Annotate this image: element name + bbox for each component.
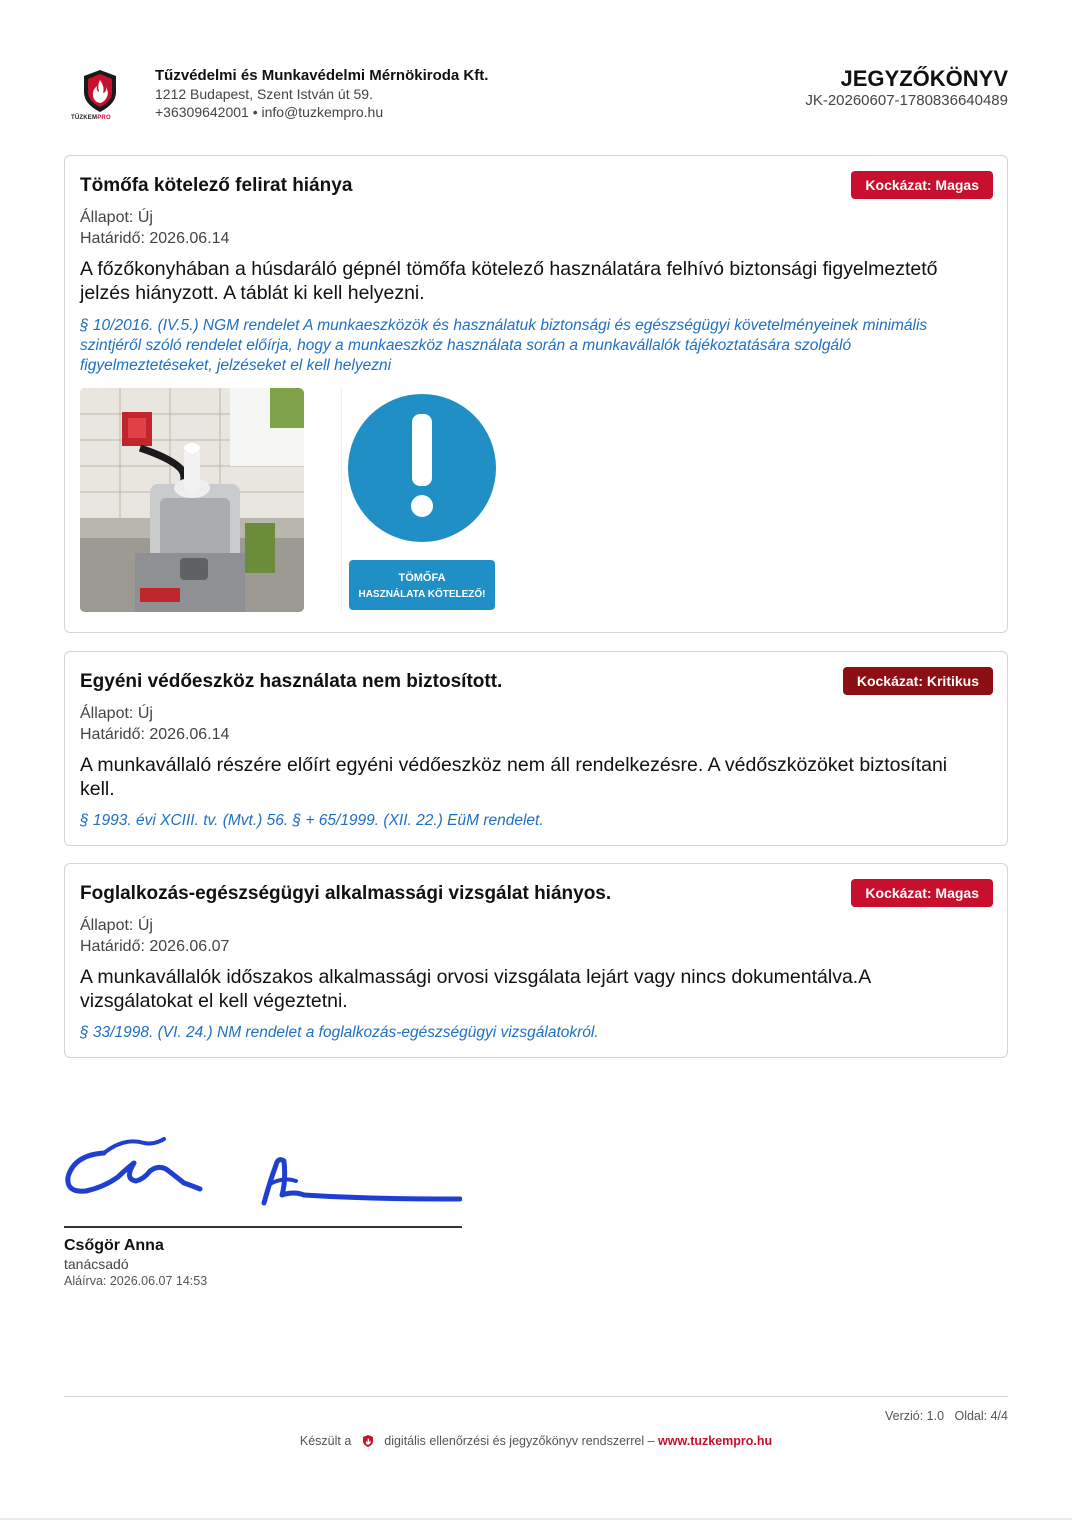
finding-legal-reference: § 33/1998. (VI. 24.) NM rendelet a foglalkozás-egészségügyi vizsgálatokról.: [80, 1024, 599, 1041]
signer-name: Csőgör Anna: [64, 1237, 164, 1254]
company-info: [155, 66, 488, 121]
signer-role: tanácsadó: [64, 1256, 129, 1272]
footer-made-prefix: Készült a: [299, 1434, 352, 1448]
document-title: JEGYZŐKÖNYV: [840, 66, 1008, 91]
signed-date: Aláírva: 2026.06.07 14:53: [64, 1274, 208, 1288]
company-logo: [64, 66, 136, 126]
finding-status: Állapot: Új: [80, 209, 153, 226]
risk-badge: Kockázat: Kritikus: [843, 667, 993, 695]
document-title-block: [805, 66, 1008, 110]
signature-scribble-icon: [64, 1125, 462, 1225]
sign-text-line2: HASZNÁLATA KÖTELEZŐ!: [358, 589, 486, 600]
meat-grinder-photo-icon: [80, 388, 304, 612]
risk-badge: Kockázat: Magas: [851, 171, 993, 199]
company-address: 1212 Budapest, Szent István út 59.: [155, 86, 373, 102]
finding-legal-reference: § 10/2016. (IV.5.) NGM rendelet A munkaeszközök és használatuk biztonsági és egészségügyi követelményeinek minimális szintjéről szóló rendelet előírja, hogy a munkaeszköz használata során a munkavállalók tájékoztatására szolgáló figyelmeztetéseket, jelzéseket el kell helyezni: [80, 317, 928, 374]
finding-deadline: Határidő: 2026.06.14: [80, 726, 230, 743]
finding-legal-reference: § 1993. évi XCIII. tv. (Mvt.) 56. § + 65/1999. (XII. 22.) EüM rendelet.: [80, 812, 544, 829]
sign-text-line1: TÖMŐFA: [398, 572, 446, 584]
company-name: Tűzvédelmi és Munkavédelmi Mérnökiroda Kft.: [155, 67, 489, 84]
finding-deadline: Határidő: 2026.06.07: [80, 938, 230, 955]
handwritten-signature: [64, 1125, 462, 1225]
footer-made-middle: digitális ellenőrzési és jegyzőkönyv rendszerrel –: [384, 1434, 655, 1448]
finding-title: Egyéni védőeszköz használata nem biztosított.: [80, 671, 503, 692]
finding-card: [64, 155, 1008, 633]
logo-wordmark: TŰZKEMPRO: [71, 115, 111, 121]
document-number: JK-20260607-1780836640489: [805, 92, 1008, 109]
finding-deadline: Határidő: 2026.06.14: [80, 230, 230, 247]
website-link[interactable]: www.tuzkempro.hu: [658, 1434, 773, 1448]
finding-description: A munkavállaló részére előírt egyéni védőeszköz nem áll rendelkezésre. A védőszközöket biztosítani kell.: [80, 754, 948, 800]
finding-title: Foglalkozás-egészségügyi alkalmassági vizsgálat hiányos.: [80, 883, 612, 904]
finding-title: Tömőfa kötelező felirat hiánya: [80, 175, 353, 196]
footer-divider: [64, 1396, 1008, 1397]
mini-logo-icon: [361, 1434, 375, 1448]
finding-status: Állapot: Új: [80, 705, 153, 722]
document-header: [64, 60, 1008, 130]
signer-info: [64, 1236, 207, 1289]
finding-description: A főzőkonyhában a húsdaráló gépnél tömőfa kötelező használatára felhívó biztonsági figyelmeztető jelzés hiányzott. A táblát ki kell helyezni.: [80, 258, 938, 304]
finding-card: [64, 651, 1008, 846]
signature-line: [64, 1226, 462, 1228]
finding-photo[interactable]: [80, 388, 304, 612]
finding-card: [64, 863, 1008, 1058]
finding-description: A munkavállalók időszakos alkalmassági orvosi vizsgálata lejárt vagy nincs dokumentálva.A vizsgálatokat el kell végeztetni.: [80, 966, 871, 1012]
finding-status: Állapot: Új: [80, 917, 153, 934]
company-contact: +36309642001 • info@tuzkempro.hu: [155, 104, 384, 120]
version-page-info: Verzió: 1.0 Oldal: 4/4: [885, 1409, 1008, 1423]
footer-credit: [0, 1434, 1072, 1448]
mandatory-sign-image[interactable]: [341, 388, 499, 612]
risk-badge: Kockázat: Magas: [851, 879, 993, 907]
mandatory-exclamation-icon: [341, 388, 499, 612]
